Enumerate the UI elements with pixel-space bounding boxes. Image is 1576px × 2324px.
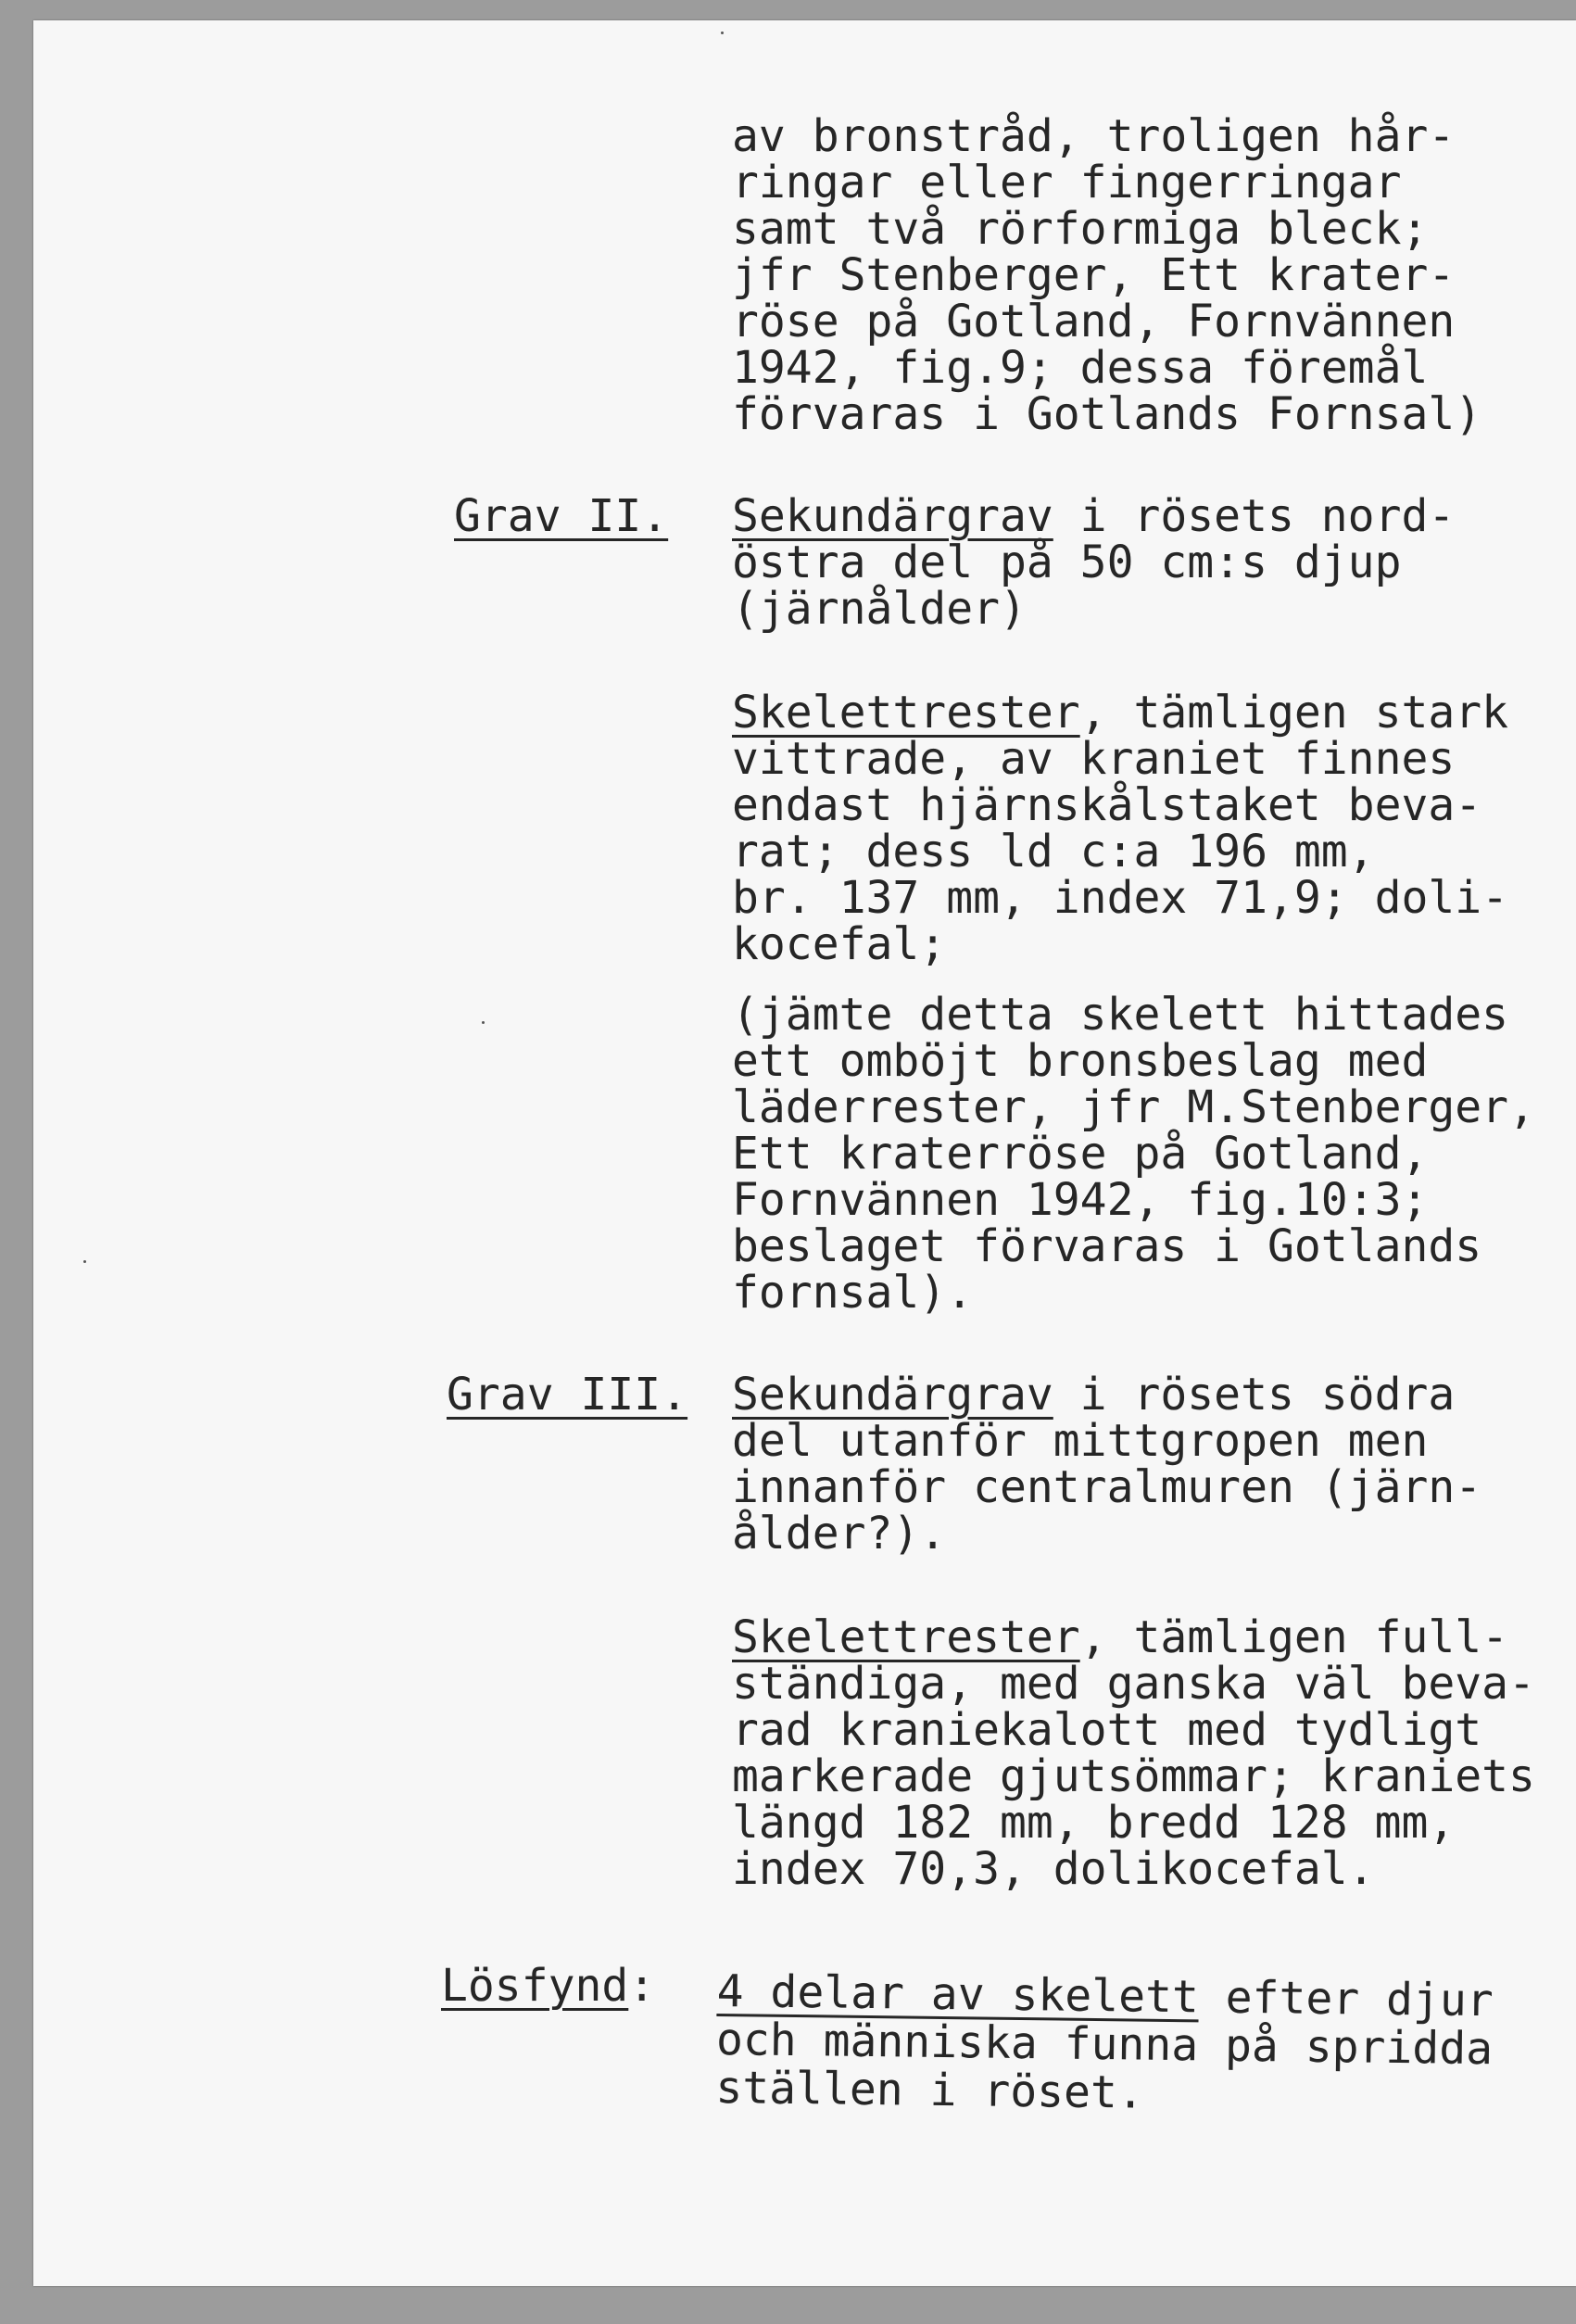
- text-line: [732, 490, 1456, 542]
- text-line: vittrade, av kraniet finnes: [732, 733, 1456, 785]
- losfynd-term: 4 delar av skelett: [716, 1965, 1200, 2024]
- losfynd-rest: efter djur: [1198, 1971, 1494, 2027]
- text-line: Ett kraterröse på Gotland,: [732, 1128, 1429, 1180]
- text-line: Fornvännen 1942, fig.10:3;: [732, 1174, 1429, 1226]
- text-line: 1942, fig.9; dessa föremål: [732, 342, 1429, 394]
- grav-3-heading-rest: i rösets södra: [1053, 1369, 1456, 1421]
- grav-2-label: Grav II.: [454, 490, 669, 542]
- losfynd-label: [441, 1960, 656, 2012]
- grav-2-skeleton-term: Skelettrester: [732, 687, 1080, 739]
- grav-2-heading-rest: i rösets nord-: [1053, 490, 1456, 542]
- document-page: [33, 20, 1576, 2286]
- text-line: jfr Stenberger, Ett krater-: [732, 249, 1456, 301]
- paper-speck: [721, 32, 724, 34]
- text-line: rat; dess ld c:a 196 mm,: [732, 826, 1375, 878]
- text-line: del utanför mittgropen men: [732, 1415, 1429, 1467]
- grav-3-skeleton-term: Skelettrester: [732, 1611, 1080, 1663]
- losfynd-label-colon: :: [628, 1960, 656, 2012]
- text-line: markerade gjutsömmar; kraniets: [732, 1750, 1535, 1802]
- paper-speck: [83, 1260, 86, 1263]
- text-line: [732, 1611, 1509, 1663]
- text-line: fornsal).: [732, 1267, 974, 1319]
- text-line: ett omböjt bronsbeslag med: [732, 1035, 1429, 1087]
- text-line: rad kraniekalott med tydligt: [732, 1704, 1482, 1756]
- losfynd-label-text: Lösfynd: [441, 1960, 629, 2012]
- grav-3-label: Grav III.: [447, 1369, 688, 1421]
- text-line: (järnålder): [732, 583, 1027, 635]
- text-line: [732, 689, 1508, 737]
- text-line: längd 182 mm, bredd 128 mm,: [732, 1797, 1456, 1849]
- text-line: [732, 1371, 1455, 1419]
- text-line: förvaras i Gotlands Fornsal): [732, 388, 1482, 440]
- paper-speck: [482, 1021, 485, 1024]
- text-line: endast hjärnskålstaket beva-: [732, 779, 1482, 831]
- grav-2-heading-term: Sekundärgrav: [732, 490, 1053, 542]
- text-line: kocefal;: [732, 918, 947, 970]
- text-line: samt två rörformiga bleck;: [732, 203, 1429, 255]
- text-line: läderrester, jfr M.Stenberger,: [732, 1081, 1535, 1133]
- text-line: innanför centralmuren (järn-: [732, 1461, 1482, 1513]
- text-line: östra del på 50 cm:s djup: [732, 537, 1402, 588]
- grav-3-skeleton-rest: , tämligen full-: [1079, 1611, 1509, 1663]
- text-line: och människa funna på spridda: [715, 2013, 1494, 2076]
- text-line: ålder?).: [732, 1508, 947, 1560]
- text-line: ställen i röset.: [715, 2061, 1145, 2119]
- text-line: av bronstråd, troligen hår-: [732, 110, 1456, 162]
- text-line: (jämte detta skelett hittades: [732, 989, 1509, 1041]
- text-line: beslaget förvaras i Gotlands: [732, 1220, 1482, 1272]
- text-line: ringar eller fingerringar: [732, 157, 1402, 208]
- text-line: index 70,3, dolikocefal.: [732, 1843, 1375, 1895]
- text-line: ständiga, med ganska väl beva-: [732, 1658, 1535, 1710]
- text-line: br. 137 mm, index 71,9; doli-: [732, 872, 1509, 924]
- text-line: röse på Gotland, Fornvännen: [732, 296, 1456, 347]
- grav-3-heading-term: Sekundärgrav: [732, 1369, 1053, 1421]
- grav-2-skeleton-rest: , tämligen stark: [1079, 687, 1509, 739]
